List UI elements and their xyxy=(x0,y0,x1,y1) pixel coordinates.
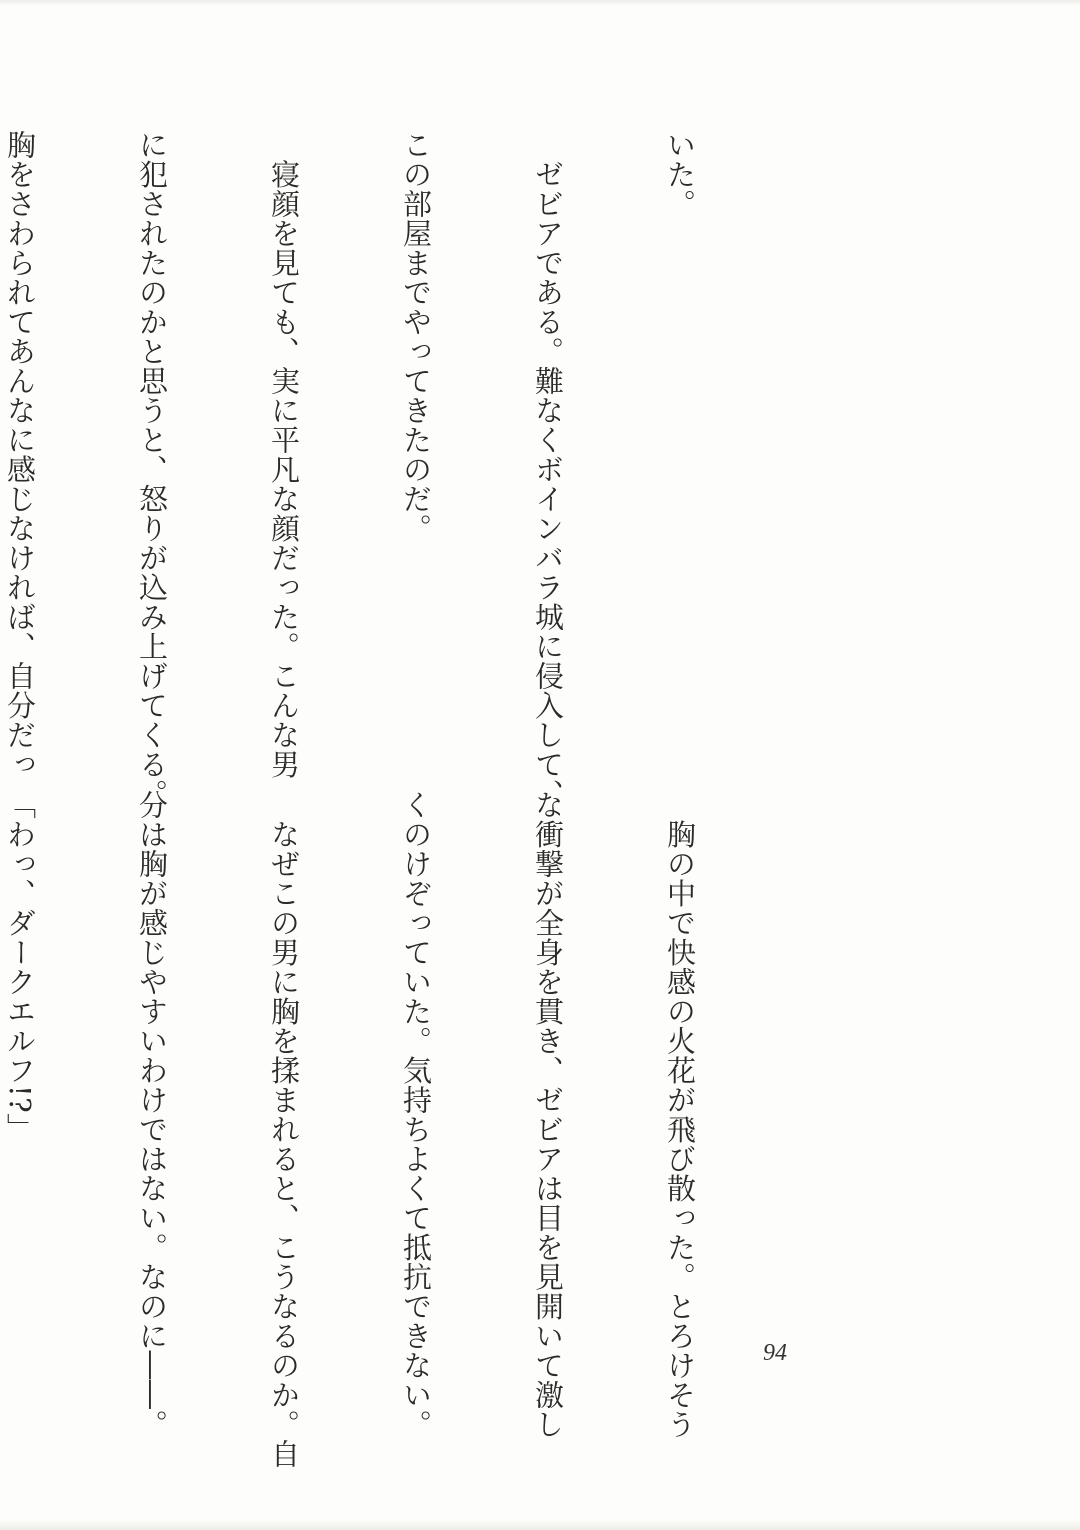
text-line: この部屋までやってきたのだ。 xyxy=(399,130,433,543)
text-line: くのけぞっていた。気持ちよくて抵抗できない。 xyxy=(399,790,433,1439)
scan-edge-top xyxy=(0,0,1080,6)
text-line: いた。 xyxy=(663,130,697,219)
text-line: ゼビアである。難なくボインバラ城に侵入して、 xyxy=(531,130,565,809)
text-line: 胸をさわられてあんなに感じなければ、自分だっ xyxy=(3,130,37,779)
scan-edge-bottom xyxy=(0,1520,1080,1530)
text-line: 「わっ、ダークエルフ!?」 xyxy=(3,790,37,1143)
text-block-bottom xyxy=(0,790,790,1469)
text-line: に犯されたのかと思うと、怒りが込み上げてくる。 xyxy=(135,130,169,809)
text-line: な衝撃が全身を貫き、ゼビアは目を見開いて激し xyxy=(531,790,565,1439)
text-line: 胸の中で快感の火花が飛び散った。とろけそう xyxy=(663,790,697,1439)
text-line: 寝顔を見ても、実に平凡な顔だった。こんな男 xyxy=(267,130,301,779)
text-line: 分は胸が感じやすいわけではない。なのに――。 xyxy=(135,790,169,1439)
text-block-top xyxy=(0,130,790,809)
text-line: なぜこの男に胸を揉まれると、こうなるのか。自 xyxy=(267,790,301,1469)
page-number: 94 xyxy=(763,1340,787,1366)
